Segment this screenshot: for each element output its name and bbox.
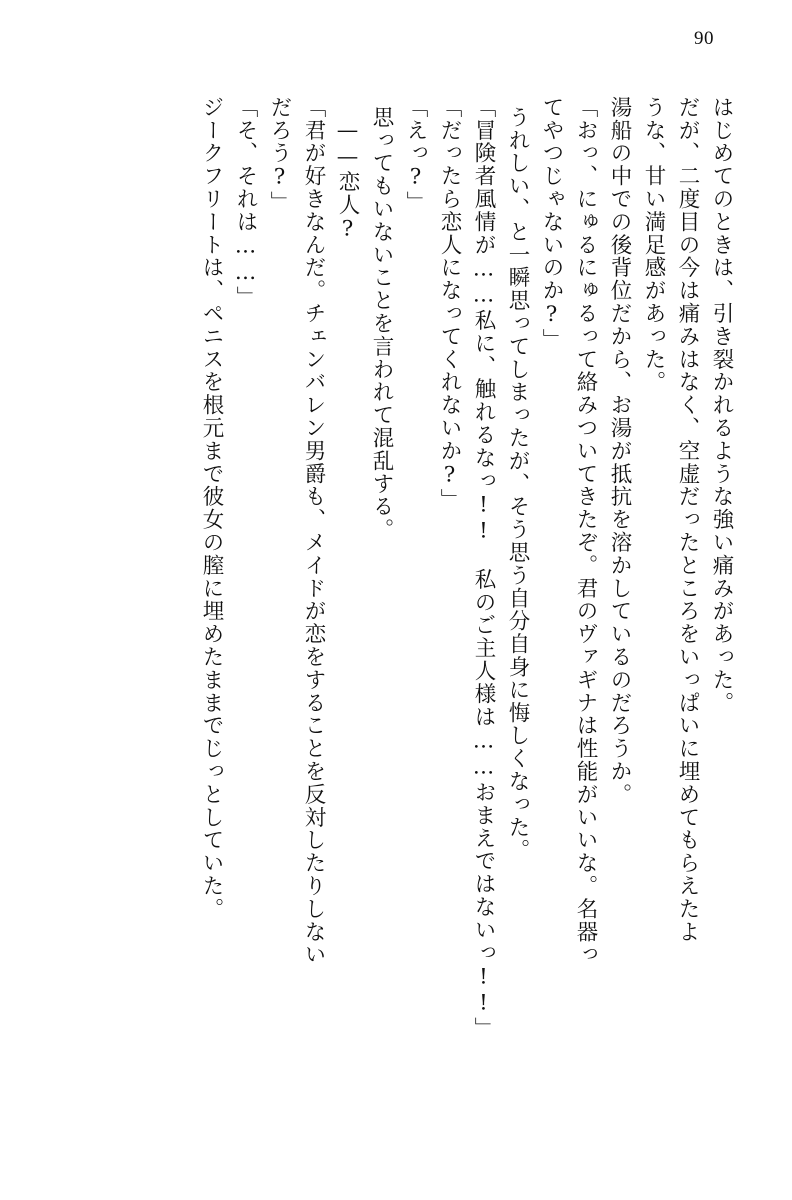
text-line: 「だったら恋人になってくれないか?」 bbox=[437, 96, 462, 512]
text-line: 「えっ?」 bbox=[403, 96, 428, 214]
text-line: うれしい、と一瞬思ってしまったが、そう思う自分自身に悔しくなった。 bbox=[505, 106, 530, 862]
text-line: ——恋人? bbox=[335, 118, 360, 243]
text-line: ジークフリートは、ペニスを根元まで彼女の膣に埋めたままでじっとしていた。 bbox=[199, 96, 224, 921]
text-line: 「そ、それは……」 bbox=[233, 96, 258, 310]
text-line: 湯船の中での後背位だから、お湯が抵抗を溶かしているのだろうか。 bbox=[607, 96, 632, 806]
text-line: だが、二度目の今は痛みはなく、空虚だったところをいっぱいに埋めてもらえたよ bbox=[675, 96, 700, 944]
text-line: 思ってもいないことを言われて混乱する。 bbox=[369, 106, 394, 542]
page-number: 90 bbox=[694, 28, 714, 49]
text-line: はじめてのときは、引き裂かれるような強い痛みがあった。 bbox=[709, 96, 734, 715]
text-line: 「君が好きなんだ。チェンバレン男爵も、メイドが恋をすることを反対したりしない bbox=[301, 96, 326, 967]
vertical-text-body bbox=[58, 96, 732, 1110]
text-line: だろう?」 bbox=[267, 96, 292, 214]
text-line: 「おっ、にゅるにゅるって絡みついてきたぞ。君のヴァギナは性能がいいな。名器っ bbox=[573, 96, 598, 967]
text-line: 「冒険者風情が……私に、触れるなっ!! 私のご主人様は……おまえではないっ!!」 bbox=[471, 96, 496, 1040]
text-line: うな、甘い満足感があった。 bbox=[641, 96, 666, 394]
text-line: てやつじゃないのか?」 bbox=[539, 96, 564, 352]
